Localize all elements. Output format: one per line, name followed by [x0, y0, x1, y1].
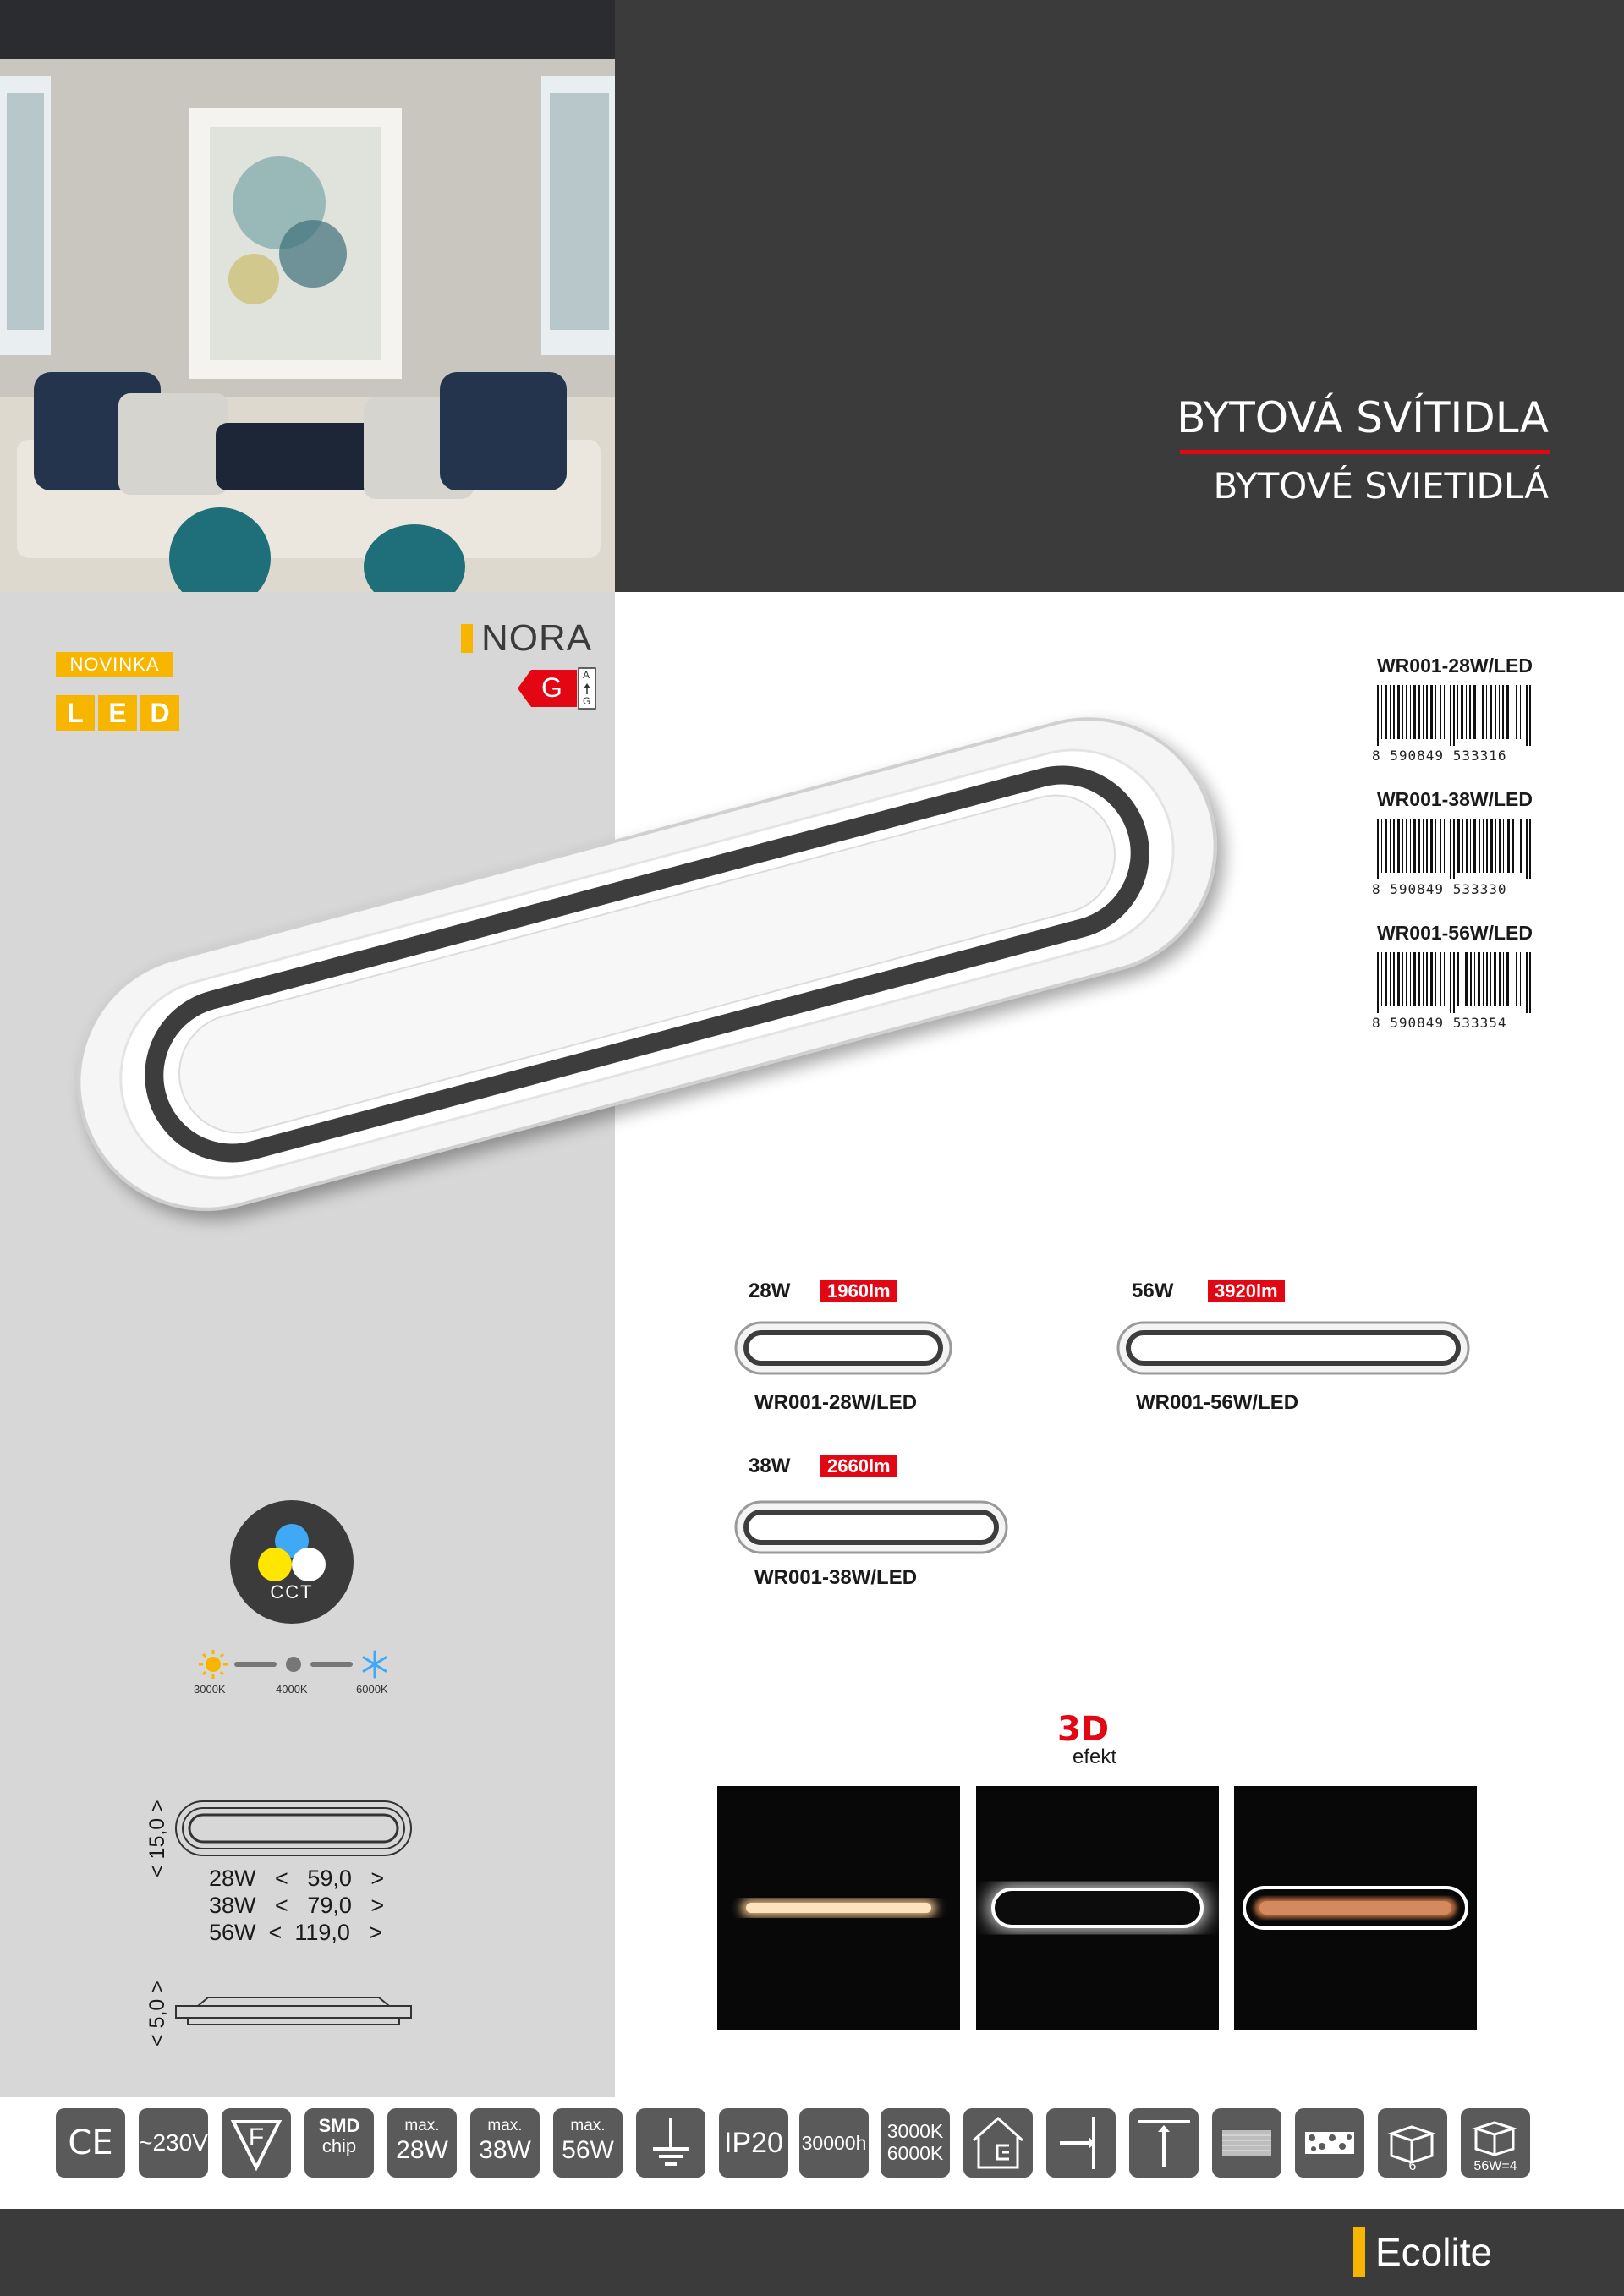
max-label: max. — [487, 2117, 523, 2134]
variant-lumen: 2660lm — [820, 1455, 897, 1477]
effect-demo-copper — [1234, 1786, 1477, 2030]
led-letter: L — [56, 695, 95, 731]
smd-chip-icon — [304, 2108, 374, 2178]
snowflake-icon — [364, 1652, 386, 1677]
series-logo — [461, 617, 593, 659]
effect-demo-warm — [717, 1786, 960, 2030]
dimension-value: 59,0 — [307, 1866, 352, 1891]
f-mark-text: F — [248, 2123, 265, 2151]
indoor-use-icon — [963, 2108, 1033, 2178]
package-count: 6 — [1408, 2159, 1417, 2173]
brand-name: Ecolite — [1375, 2230, 1493, 2274]
energy-class: G — [541, 672, 562, 703]
series-logo-mark — [461, 624, 473, 653]
cct-temp-cold: 6000K — [356, 1683, 388, 1696]
max-label: max. — [570, 2117, 606, 2134]
dimension-row: 56W < 119,0 > — [209, 1920, 383, 1945]
product-image — [34, 660, 1260, 1269]
ce-icon — [56, 2108, 125, 2178]
brand-logo — [1353, 2227, 1492, 2277]
energy-scale-top: A — [583, 669, 590, 681]
variant-power: 38W — [749, 1455, 791, 1477]
smd-bottom: chip — [321, 2135, 357, 2156]
max-label: max. — [404, 2117, 440, 2134]
effect-subtitle: efekt — [1073, 1745, 1117, 1768]
room-photo — [0, 0, 615, 592]
max-value: 28W — [396, 2136, 448, 2164]
wall-mount-icon — [1046, 2108, 1116, 2178]
energy-scale-bottom: G — [583, 695, 591, 707]
lifetime-icon — [799, 2108, 869, 2178]
variant-thumbnail — [1116, 1321, 1470, 1375]
cct-range-bottom: 6000K — [886, 2142, 944, 2164]
ip-rating-icon — [719, 2108, 788, 2178]
led-letter: E — [98, 695, 137, 731]
max-56w-icon — [553, 2108, 623, 2178]
voltage-icon-text: ~230V — [139, 2129, 208, 2156]
dimension-depth: < 5,0 > — [145, 1981, 169, 2047]
effect-title: 3D — [1057, 1710, 1110, 1749]
brand-logo-mark — [1353, 2227, 1365, 2277]
smd-top: SMD — [318, 2115, 360, 2136]
dimension-value: 119,0 — [294, 1920, 350, 1945]
barcode — [1372, 819, 1537, 897]
dimension-power: 56W — [209, 1920, 256, 1945]
variant-thumbnail — [734, 1500, 1008, 1554]
cct-temp-warm: 3000K — [194, 1683, 226, 1696]
variant-lumen: 1960lm — [820, 1280, 897, 1302]
variant-code: WR001-38W/LED — [754, 1566, 918, 1589]
barcode — [1372, 685, 1537, 764]
cct-icon — [230, 1500, 354, 1624]
cct-scale — [195, 1649, 393, 1680]
max-value: 38W — [479, 2136, 531, 2164]
ceiling-mount-icon — [1129, 2108, 1199, 2178]
title-underline — [1180, 450, 1550, 454]
variant-power: 56W — [1132, 1280, 1174, 1302]
f-mark-icon — [222, 2108, 291, 2178]
neutral-dot — [286, 1657, 301, 1672]
cct-range-icon — [881, 2108, 950, 2178]
cct-temp-neutral: 4000K — [276, 1683, 308, 1696]
max-value: 56W — [562, 2136, 614, 2164]
max-38w-icon — [470, 2108, 540, 2178]
ean-digits: 8 590849 533354 — [1372, 1015, 1507, 1031]
dimension-row: 28W < 59,0 > — [209, 1866, 385, 1891]
ground-icon — [636, 2108, 705, 2178]
diffuser-icon — [1212, 2108, 1281, 2178]
variant-code: WR001-28W/LED — [754, 1391, 918, 1414]
variant-code: WR001-56W/LED — [1136, 1391, 1299, 1414]
product-code: WR001-38W/LED — [1376, 788, 1533, 810]
barcode — [1372, 952, 1537, 1031]
product-code: WR001-56W/LED — [1376, 922, 1533, 944]
series-name: NORA — [481, 617, 593, 659]
dimension-power: 28W — [209, 1866, 256, 1891]
dimension-power: 38W — [209, 1893, 256, 1918]
dimension-height-value: 15,0 — [145, 1817, 169, 1860]
ean-digits: 8 590849 533316 — [1372, 748, 1507, 764]
page-subtitle: BYTOVÉ SVIETIDLÁ — [1213, 465, 1549, 507]
voltage-icon — [139, 2108, 208, 2178]
ean-digits: 8 590849 533330 — [1372, 881, 1507, 897]
variant-lumen: 3920lm — [1208, 1280, 1285, 1302]
ip-rating-text: IP20 — [724, 2127, 783, 2159]
max-28w-icon — [387, 2108, 457, 2178]
cct-label: CCT — [270, 1581, 314, 1603]
dimension-depth-value: 5,0 — [145, 1998, 169, 2029]
product-code: WR001-28W/LED — [1376, 655, 1533, 677]
package-box-note-icon — [1461, 2108, 1530, 2178]
ce-icon-text: CE — [68, 2123, 113, 2162]
lifetime-text: 30000h — [801, 2132, 867, 2154]
dimension-height: < 15,0 > — [145, 1800, 169, 1877]
new-badge: NOVINKA — [56, 652, 173, 677]
effect-demo-white — [976, 1786, 1219, 2030]
dimension-front-drawing — [174, 1800, 413, 1857]
package-note: 56W=4 — [1473, 2159, 1517, 2173]
material-pattern-icon — [1295, 2108, 1364, 2178]
led-letter: D — [140, 695, 179, 731]
cct-range-top: 3000K — [886, 2120, 944, 2142]
variant-thumbnail — [734, 1321, 952, 1375]
dimension-value: 79,0 — [307, 1893, 352, 1918]
dimension-row: 38W < 79,0 > — [209, 1893, 385, 1918]
package-box-icon — [1378, 2108, 1447, 2178]
page-title: BYTOVÁ SVÍTIDLA — [1177, 393, 1549, 442]
variant-power: 28W — [749, 1280, 791, 1302]
sun-icon — [199, 1650, 228, 1679]
dimension-side-drawing — [174, 1987, 413, 2030]
